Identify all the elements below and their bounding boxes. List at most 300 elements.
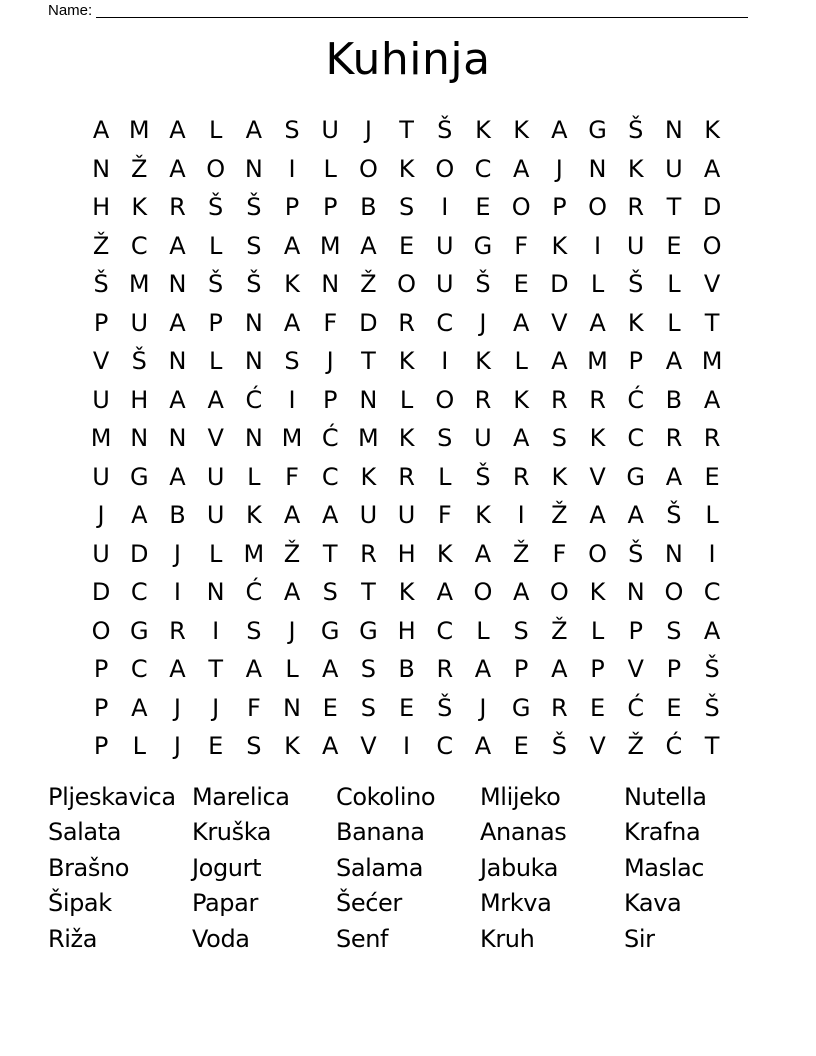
grid-letter[interactable]: A — [322, 501, 339, 530]
grid-letter[interactable]: A — [169, 385, 186, 414]
grid-letter[interactable]: L — [208, 347, 223, 376]
grid-letter[interactable]: N — [626, 578, 645, 607]
grid-letter[interactable]: I — [212, 616, 220, 645]
grid-letter[interactable]: F — [323, 308, 338, 337]
grid-letter[interactable]: Š — [704, 693, 720, 722]
grid-letter[interactable]: Š — [628, 116, 644, 145]
grid-row — [82, 689, 732, 728]
grid-letter[interactable]: O — [588, 193, 607, 222]
grid-letter[interactable]: U — [397, 501, 416, 530]
grid-letter[interactable]: A — [207, 385, 224, 414]
grid-letter[interactable]: S — [360, 693, 377, 722]
grid-letter[interactable]: K — [475, 501, 491, 530]
grid-letter[interactable]: N — [321, 270, 340, 299]
grid-letter[interactable]: K — [284, 732, 300, 761]
grid-letter[interactable]: J — [173, 693, 181, 722]
grid-letter[interactable]: N — [283, 693, 301, 722]
grid-letter[interactable]: P — [208, 308, 223, 337]
grid-letter[interactable]: Ć — [245, 385, 263, 414]
grid-letter[interactable]: Š — [475, 462, 491, 491]
grid-letter[interactable]: F — [552, 539, 567, 568]
grid-letter[interactable]: Ž — [627, 732, 644, 761]
grid-letter[interactable]: P — [93, 655, 109, 684]
grid-letter[interactable]: A — [169, 462, 186, 491]
grid-letter[interactable]: A — [322, 655, 339, 684]
grid-letter[interactable]: C — [436, 732, 454, 761]
grid-letter[interactable]: S — [284, 116, 300, 145]
grid-letter[interactable]: P — [93, 693, 109, 722]
grid-letter[interactable]: D — [130, 539, 149, 568]
grid-letter[interactable]: O — [91, 616, 111, 645]
grid-letter[interactable]: T — [704, 732, 720, 761]
grid-letter[interactable]: Ć — [665, 732, 683, 761]
grid-letter[interactable]: Š — [93, 270, 109, 299]
grid-letter[interactable]: A — [92, 116, 110, 145]
grid-letter[interactable]: B — [665, 385, 683, 414]
grid-letter[interactable]: S — [398, 193, 415, 222]
grid-letter[interactable]: G — [129, 616, 149, 645]
grid-letter[interactable]: A — [436, 578, 453, 607]
grid-letter[interactable]: Š — [628, 539, 644, 568]
grid-letter[interactable]: V — [703, 270, 721, 299]
grid-letter[interactable]: A — [283, 231, 301, 260]
grid-letter[interactable]: B — [398, 655, 415, 684]
grid-letter[interactable]: A — [512, 154, 530, 183]
grid-letter[interactable]: Š — [208, 270, 224, 299]
grid-letter[interactable]: N — [244, 154, 263, 183]
grid-letter[interactable]: S — [513, 616, 529, 645]
grid-letter[interactable]: D — [550, 270, 569, 299]
grid-letter[interactable]: I — [441, 347, 449, 376]
grid-letter[interactable]: L — [208, 539, 223, 568]
grid-letter[interactable]: K — [551, 462, 568, 491]
grid-letter[interactable]: A — [589, 501, 606, 530]
grid-letter[interactable]: B — [169, 501, 186, 530]
grid-letter[interactable]: I — [593, 231, 602, 260]
grid-letter[interactable]: I — [403, 732, 411, 761]
grid-letter[interactable]: L — [323, 154, 337, 183]
grid-letter[interactable]: J — [555, 154, 563, 183]
grid-letter[interactable]: A — [551, 655, 568, 684]
grid-letter[interactable]: Ž — [551, 501, 568, 530]
grid-letter[interactable]: E — [399, 231, 415, 260]
grid-letter[interactable]: L — [667, 308, 681, 337]
grid-letter[interactable]: K — [704, 116, 720, 145]
grid-letter[interactable]: O — [473, 578, 493, 607]
grid-letter[interactable]: O — [588, 539, 607, 568]
grid-letter[interactable]: M — [243, 539, 265, 568]
grid-letter[interactable]: U — [626, 231, 645, 260]
grid-letter[interactable]: E — [322, 693, 338, 722]
grid-letter[interactable]: F — [285, 462, 299, 491]
grid-letter[interactable]: V — [551, 308, 568, 337]
grid-letter[interactable]: L — [590, 616, 605, 645]
grid-letter[interactable]: P — [284, 193, 300, 222]
grid-letter[interactable]: G — [359, 616, 378, 645]
grid-letter[interactable]: J — [479, 693, 487, 722]
grid-letter[interactable]: H — [397, 539, 416, 568]
grid-letter[interactable]: E — [513, 732, 529, 761]
grid-letter[interactable]: U — [665, 154, 683, 183]
grid-letter[interactable]: V — [92, 347, 110, 376]
grid-letter[interactable]: A — [665, 462, 683, 491]
grid-letter[interactable]: B — [360, 193, 377, 222]
grid-letter[interactable]: J — [288, 616, 296, 645]
grid-letter[interactable]: V — [627, 655, 644, 684]
grid-letter[interactable]: J — [173, 539, 181, 568]
grid-letter[interactable]: J — [364, 116, 372, 145]
grid-letter[interactable]: P — [322, 385, 338, 414]
grid-letter[interactable]: D — [91, 578, 111, 607]
grid-letter[interactable]: Š — [246, 193, 262, 222]
grid-letter[interactable]: M — [128, 116, 150, 145]
grid-letter[interactable]: K — [513, 116, 530, 145]
grid-letter[interactable]: R — [703, 424, 721, 453]
grid-letter[interactable]: M — [587, 347, 608, 376]
word-item: Jabuka — [480, 853, 559, 882]
grid-letter[interactable]: P — [590, 655, 605, 684]
grid-letter[interactable]: K — [589, 424, 606, 453]
grid-letter[interactable]: T — [361, 347, 376, 376]
grid-letter[interactable]: I — [441, 193, 449, 222]
grid-letter[interactable]: Ž — [360, 270, 377, 299]
grid-letter[interactable]: Ć — [321, 424, 339, 453]
grid-letter[interactable]: O — [435, 154, 455, 183]
grid-letter[interactable]: U — [92, 539, 110, 568]
grid-letter[interactable]: A — [512, 308, 530, 337]
grid-letter[interactable]: S — [437, 424, 453, 453]
grid-letter[interactable]: G — [473, 231, 493, 260]
grid-letter[interactable]: U — [321, 116, 339, 145]
grid-letter[interactable]: V — [360, 732, 377, 761]
grid-letter[interactable]: Š — [131, 347, 147, 376]
grid-letter[interactable]: A — [703, 616, 721, 645]
grid-letter[interactable]: A — [474, 732, 492, 761]
grid-letter[interactable]: A — [245, 655, 263, 684]
grid-letter[interactable]: U — [359, 501, 378, 530]
grid-letter[interactable]: P — [666, 655, 682, 684]
grid-letter[interactable]: O — [397, 270, 417, 299]
grid-letter[interactable]: V — [207, 424, 224, 453]
grid-letter[interactable]: C — [321, 462, 339, 491]
grid-letter[interactable]: U — [435, 270, 454, 299]
grid-letter[interactable]: K — [436, 539, 453, 568]
grid-letter[interactable]: S — [246, 732, 262, 761]
grid-letter[interactable]: Ž — [92, 231, 110, 260]
grid-letter[interactable]: E — [704, 462, 720, 491]
grid-letter[interactable]: R — [169, 616, 186, 645]
grid-letter[interactable]: U — [92, 385, 110, 414]
grid-letter[interactable]: A — [322, 732, 339, 761]
grid-letter[interactable]: Ć — [627, 693, 645, 722]
grid-letter[interactable]: G — [626, 462, 646, 491]
grid-letter[interactable]: L — [514, 347, 528, 376]
grid-letter[interactable]: Š — [208, 193, 224, 222]
grid-letter[interactable]: I — [288, 154, 296, 183]
word-item: Krafna — [624, 818, 701, 847]
grid-letter[interactable]: C — [130, 655, 148, 684]
grid-letter[interactable]: M — [281, 424, 303, 453]
grid-letter[interactable]: P — [322, 193, 338, 222]
grid-letter[interactable]: K — [131, 193, 148, 222]
grid-letter[interactable]: L — [590, 270, 605, 299]
grid-letter[interactable]: C — [627, 424, 645, 453]
grid-letter[interactable]: U — [206, 501, 225, 530]
grid-letter[interactable]: G — [320, 616, 340, 645]
grid-letter[interactable]: O — [358, 154, 378, 183]
grid-letter[interactable]: J — [173, 732, 181, 761]
grid-letter[interactable]: P — [628, 616, 643, 645]
grid-letter[interactable]: O — [206, 154, 226, 183]
grid-letter[interactable]: A — [283, 578, 301, 607]
grid-letter[interactable]: N — [244, 347, 263, 376]
grid-letter[interactable]: R — [398, 462, 415, 491]
grid-letter[interactable]: R — [436, 655, 454, 684]
grid-letter[interactable]: N — [244, 424, 263, 453]
grid-letter[interactable]: A — [551, 116, 568, 145]
grid-letter[interactable]: A — [512, 424, 530, 453]
grid-letter[interactable]: E — [399, 693, 415, 722]
grid-letter[interactable]: A — [551, 347, 568, 376]
grid-letter[interactable]: C — [436, 308, 454, 337]
grid-letter[interactable]: L — [399, 385, 414, 414]
grid-letter[interactable]: L — [208, 231, 223, 260]
grid-letter[interactable]: K — [513, 385, 530, 414]
grid-letter[interactable]: A — [512, 578, 530, 607]
grid-letter[interactable]: Ž — [283, 539, 301, 568]
grid-letter[interactable]: L — [285, 655, 299, 684]
grid-letter[interactable]: T — [208, 655, 223, 684]
grid-letter[interactable]: Š — [437, 116, 453, 145]
grid-letter[interactable]: H — [92, 193, 111, 222]
grid-letter[interactable]: Ć — [627, 385, 645, 414]
grid-letter[interactable]: U — [130, 308, 149, 337]
grid-letter[interactable]: G — [588, 116, 607, 145]
grid-letter[interactable]: O — [549, 578, 569, 607]
grid-letter[interactable]: M — [358, 424, 379, 453]
grid-letter[interactable]: Ž — [551, 616, 568, 645]
grid-letter[interactable]: A — [169, 655, 186, 684]
grid-letter[interactable]: K — [398, 154, 415, 183]
grid-letter[interactable]: U — [435, 231, 454, 260]
grid-letter[interactable]: L — [208, 116, 223, 145]
grid-letter[interactable]: R — [589, 385, 606, 414]
grid-letter[interactable]: P — [628, 347, 643, 376]
grid-letter[interactable]: T — [399, 116, 414, 145]
grid-letter[interactable]: D — [359, 308, 378, 337]
grid-letter[interactable]: R — [512, 462, 530, 491]
grid-letter[interactable]: S — [360, 655, 377, 684]
grid-letter[interactable]: S — [246, 231, 262, 260]
grid-letter[interactable]: A — [131, 501, 148, 530]
grid-letter[interactable]: N — [664, 539, 683, 568]
grid-letter[interactable]: L — [247, 462, 261, 491]
grid-letter[interactable]: R — [474, 385, 492, 414]
grid-letter[interactable]: A — [169, 308, 186, 337]
grid-letter[interactable]: K — [475, 116, 491, 145]
grid-letter[interactable]: L — [705, 501, 719, 530]
grid-letter[interactable]: I — [708, 539, 716, 568]
grid-letter[interactable]: L — [438, 462, 452, 491]
grid-letter[interactable]: J — [326, 347, 334, 376]
grid-letter[interactable]: G — [511, 693, 531, 722]
grid-row — [82, 458, 732, 497]
grid-letter[interactable]: K — [475, 347, 491, 376]
grid-letter[interactable]: Ž — [131, 154, 148, 183]
grid-letter[interactable]: E — [475, 193, 491, 222]
grid-letter[interactable]: O — [702, 231, 722, 260]
grid-letter[interactable]: R — [169, 193, 186, 222]
grid-letter[interactable]: C — [474, 154, 492, 183]
grid-letter[interactable]: A — [703, 385, 721, 414]
grid-row — [82, 227, 732, 266]
grid-letter[interactable]: R — [398, 308, 415, 337]
grid-letter[interactable]: C — [130, 231, 148, 260]
grid-letter[interactable]: A — [474, 655, 492, 684]
grid-letter[interactable]: A — [169, 154, 186, 183]
grid-letter[interactable]: H — [130, 385, 149, 414]
grid-letter[interactable]: R — [551, 693, 568, 722]
grid-letter[interactable]: K — [398, 578, 415, 607]
grid-letter[interactable]: A — [169, 116, 186, 145]
grid-letter[interactable]: S — [284, 347, 300, 376]
grid-letter[interactable]: J — [479, 308, 487, 337]
grid-letter[interactable]: G — [129, 462, 149, 491]
grid-letter[interactable]: J — [212, 693, 220, 722]
grid-letter[interactable]: H — [397, 616, 416, 645]
grid-letter[interactable]: E — [666, 231, 682, 260]
grid-letter[interactable]: Š — [666, 501, 682, 530]
grid-letter[interactable]: D — [702, 193, 722, 222]
grid-letter[interactable]: P — [93, 732, 109, 761]
grid-letter[interactable]: O — [664, 578, 684, 607]
grid-letter[interactable]: K — [245, 501, 262, 530]
grid-letter[interactable]: N — [168, 424, 187, 453]
grid-letter[interactable]: S — [246, 616, 262, 645]
grid-letter[interactable]: R — [665, 424, 683, 453]
name-field[interactable] — [48, 0, 748, 18]
grid-letter[interactable]: K — [398, 347, 415, 376]
grid-letter[interactable]: V — [589, 462, 606, 491]
letter-grid — [82, 111, 732, 766]
grid-letter[interactable]: U — [92, 462, 110, 491]
grid-letter[interactable]: Š — [704, 655, 720, 684]
word-item: Kava — [624, 889, 682, 918]
grid-letter[interactable]: A — [169, 231, 186, 260]
word-item: Šećer — [336, 889, 402, 918]
grid-letter[interactable]: Š — [551, 732, 567, 761]
grid-letter[interactable]: L — [132, 732, 146, 761]
grid-letter[interactable]: K — [627, 308, 644, 337]
grid-letter[interactable]: M — [128, 270, 150, 299]
grid-letter[interactable]: F — [246, 693, 261, 722]
grid-letter[interactable]: L — [667, 270, 681, 299]
grid-letter[interactable]: I — [173, 578, 181, 607]
grid-letter[interactable]: E — [513, 270, 529, 299]
grid-letter[interactable]: T — [704, 308, 720, 337]
grid-letter[interactable]: O — [511, 193, 531, 222]
grid-letter[interactable]: K — [360, 462, 377, 491]
grid-letter[interactable]: T — [361, 578, 376, 607]
grid-letter[interactable]: Š — [246, 270, 262, 299]
grid-letter[interactable]: A — [627, 501, 644, 530]
grid-letter[interactable]: A — [283, 308, 301, 337]
grid-letter[interactable]: Ć — [245, 578, 263, 607]
grid-letter[interactable]: F — [514, 231, 529, 260]
grid-letter[interactable]: R — [551, 385, 568, 414]
grid-letter[interactable]: A — [703, 154, 721, 183]
grid-letter[interactable]: R — [360, 539, 377, 568]
grid-letter[interactable]: I — [288, 385, 296, 414]
grid-letter[interactable]: A — [665, 347, 683, 376]
grid-letter[interactable]: N — [664, 116, 683, 145]
grid-letter[interactable]: V — [589, 732, 606, 761]
grid-letter[interactable]: N — [168, 347, 187, 376]
grid-letter[interactable]: E — [589, 693, 606, 722]
grid-letter[interactable]: A — [131, 693, 148, 722]
grid-letter[interactable]: K — [398, 424, 415, 453]
grid-letter[interactable]: K — [589, 578, 606, 607]
word-item: Mrkva — [480, 889, 552, 918]
grid-letter[interactable]: M — [319, 231, 341, 260]
name-blank-line[interactable] — [96, 3, 748, 18]
grid-letter[interactable]: K — [627, 154, 644, 183]
grid-letter[interactable]: M — [701, 347, 723, 376]
grid-letter[interactable]: F — [437, 501, 452, 530]
grid-letter[interactable]: K — [284, 270, 300, 299]
grid-letter[interactable]: A — [589, 308, 606, 337]
grid-letter[interactable]: M — [90, 424, 112, 453]
grid-letter[interactable]: N — [130, 424, 149, 453]
grid-letter[interactable]: L — [476, 616, 490, 645]
grid-letter[interactable]: S — [322, 578, 338, 607]
grid-letter[interactable]: A — [360, 231, 377, 260]
grid-letter[interactable]: N — [168, 270, 187, 299]
grid-letter[interactable]: O — [435, 385, 455, 414]
grid-letter[interactable]: N — [588, 154, 607, 183]
grid-letter[interactable]: T — [666, 193, 682, 222]
grid-letter[interactable]: N — [92, 154, 111, 183]
grid-letter[interactable]: S — [666, 616, 682, 645]
grid-letter[interactable]: U — [474, 424, 492, 453]
grid-letter[interactable]: R — [627, 193, 645, 222]
grid-letter[interactable]: A — [245, 116, 263, 145]
grid-letter[interactable]: S — [551, 424, 567, 453]
grid-letter[interactable]: Ž — [512, 539, 530, 568]
grid-letter[interactable]: C — [703, 578, 721, 607]
grid-letter[interactable]: I — [517, 501, 525, 530]
grid-letter[interactable]: C — [130, 578, 148, 607]
grid-letter[interactable]: P — [552, 193, 567, 222]
grid-letter[interactable]: Š — [475, 270, 491, 299]
grid-letter[interactable]: P — [93, 308, 109, 337]
grid-letter[interactable]: N — [244, 308, 263, 337]
grid-letter[interactable]: N — [206, 578, 225, 607]
grid-letter[interactable]: Š — [437, 693, 453, 722]
grid-letter[interactable]: J — [97, 501, 105, 530]
grid-letter[interactable]: Š — [628, 270, 644, 299]
grid-letter[interactable]: A — [474, 539, 492, 568]
grid-letter[interactable]: P — [513, 655, 529, 684]
grid-letter[interactable]: E — [208, 732, 224, 761]
grid-letter[interactable]: A — [283, 501, 301, 530]
grid-letter[interactable]: K — [551, 231, 568, 260]
grid-letter[interactable]: E — [666, 693, 682, 722]
grid-letter[interactable]: U — [206, 462, 225, 491]
grid-letter[interactable]: T — [322, 539, 338, 568]
grid-letter[interactable]: N — [359, 385, 378, 414]
grid-letter[interactable]: C — [436, 616, 454, 645]
